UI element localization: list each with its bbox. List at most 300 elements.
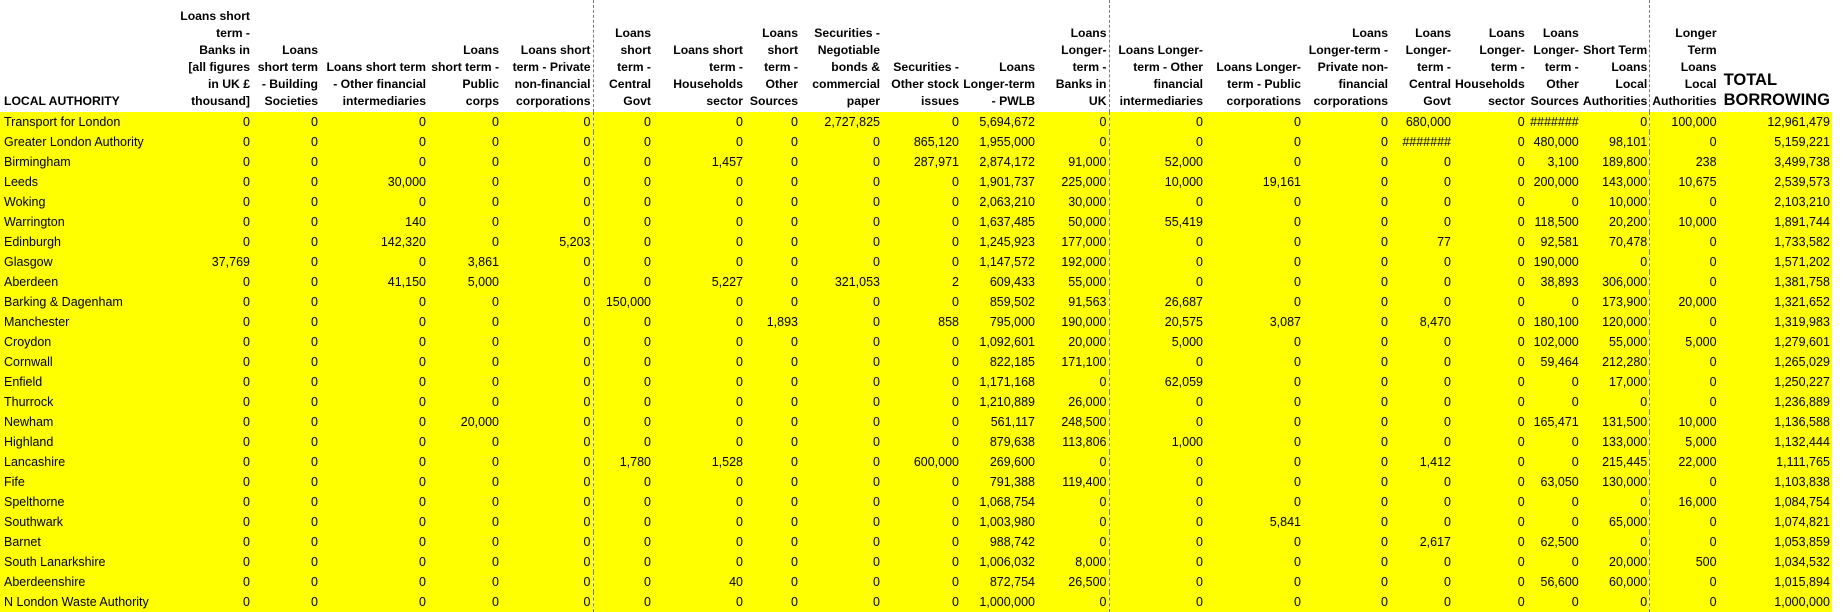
value-cell[interactable]: 0 [1527, 592, 1581, 612]
value-cell[interactable]: 0 [1109, 532, 1205, 552]
value-cell[interactable]: 30,000 [1037, 192, 1109, 212]
value-cell[interactable]: 0 [1205, 332, 1303, 352]
value-cell[interactable]: 8,000 [1037, 552, 1109, 572]
value-cell[interactable]: 212,280 [1581, 352, 1650, 372]
value-cell[interactable]: 0 [1205, 532, 1303, 552]
value-cell[interactable]: 20,000 [428, 412, 501, 432]
value-cell[interactable]: 19,161 [1205, 172, 1303, 192]
value-cell[interactable]: 0 [1109, 132, 1205, 152]
value-cell[interactable]: 40 [653, 572, 745, 592]
value-cell[interactable]: 0 [428, 112, 501, 132]
value-cell[interactable]: 0 [1527, 512, 1581, 532]
value-cell[interactable]: 0 [882, 492, 961, 512]
value-cell[interactable]: 287,971 [882, 152, 961, 172]
value-cell[interactable]: 0 [1109, 352, 1205, 372]
value-cell[interactable]: 77 [1390, 232, 1453, 252]
column-header[interactable]: Loans Longer-term - Other Sources [1527, 0, 1581, 112]
value-cell[interactable]: 822,185 [961, 352, 1037, 372]
value-cell[interactable]: 0 [653, 292, 745, 312]
value-cell[interactable]: 0 [1390, 392, 1453, 412]
value-cell[interactable]: 0 [252, 412, 320, 432]
value-cell[interactable]: 0 [252, 112, 320, 132]
value-cell[interactable]: 0 [882, 552, 961, 572]
value-cell[interactable]: 0 [745, 492, 800, 512]
value-cell[interactable]: 0 [1303, 252, 1390, 272]
value-cell[interactable]: 10,000 [1581, 192, 1650, 212]
value-cell[interactable]: 20,000 [1650, 292, 1719, 312]
value-cell[interactable]: 0 [501, 472, 593, 492]
value-cell[interactable]: 0 [1303, 392, 1390, 412]
value-cell[interactable]: 791,388 [961, 472, 1037, 492]
value-cell[interactable]: 38,893 [1527, 272, 1581, 292]
value-cell[interactable]: 0 [1109, 472, 1205, 492]
total-borrowing-cell[interactable]: 1,265,029 [1719, 352, 1832, 372]
value-cell[interactable]: 0 [428, 192, 501, 212]
value-cell[interactable]: 0 [653, 432, 745, 452]
value-cell[interactable]: 0 [800, 352, 882, 372]
value-cell[interactable]: 0 [501, 412, 593, 432]
value-cell[interactable]: 0 [1453, 112, 1527, 132]
column-header[interactable]: Securities - Negotiable bonds & commercial paper [800, 0, 882, 112]
value-cell[interactable]: 0 [1205, 392, 1303, 412]
value-cell[interactable]: 0 [1205, 292, 1303, 312]
value-cell[interactable]: 0 [745, 272, 800, 292]
value-cell[interactable]: 0 [252, 432, 320, 452]
value-cell[interactable]: 0 [320, 492, 428, 512]
value-cell[interactable]: 143,000 [1581, 172, 1650, 192]
total-borrowing-cell[interactable]: 1,015,894 [1719, 572, 1832, 592]
value-cell[interactable]: 0 [653, 392, 745, 412]
value-cell[interactable]: 0 [177, 272, 252, 292]
value-cell[interactable]: 0 [252, 132, 320, 152]
column-header[interactable]: Longer Term Loans Local Authorities [1650, 0, 1719, 112]
value-cell[interactable]: 0 [320, 392, 428, 412]
value-cell[interactable]: 0 [745, 172, 800, 192]
column-header[interactable]: Loans short term - Building Societies [252, 0, 320, 112]
value-cell[interactable]: 0 [1390, 432, 1453, 452]
local-authority-name-cell[interactable]: South Lanarkshire [0, 552, 177, 572]
value-cell[interactable]: 0 [593, 392, 653, 412]
total-borrowing-cell[interactable]: 1,381,758 [1719, 272, 1832, 292]
value-cell[interactable]: 0 [800, 152, 882, 172]
value-cell[interactable]: 0 [428, 332, 501, 352]
total-borrowing-cell[interactable]: 1,132,444 [1719, 432, 1832, 452]
value-cell[interactable]: 0 [882, 332, 961, 352]
value-cell[interactable]: 600,000 [882, 452, 961, 472]
value-cell[interactable]: 0 [593, 432, 653, 452]
value-cell[interactable]: 120,000 [1581, 312, 1650, 332]
value-cell[interactable]: 0 [800, 432, 882, 452]
value-cell[interactable]: 131,500 [1581, 412, 1650, 432]
value-cell[interactable]: 0 [593, 492, 653, 512]
value-cell[interactable]: 609,433 [961, 272, 1037, 292]
value-cell[interactable]: 30,000 [320, 172, 428, 192]
value-cell[interactable]: 0 [1303, 472, 1390, 492]
value-cell[interactable]: 0 [882, 392, 961, 412]
value-cell[interactable]: 56,600 [1527, 572, 1581, 592]
value-cell[interactable]: 0 [593, 192, 653, 212]
value-cell[interactable]: 0 [1453, 352, 1527, 372]
value-cell[interactable]: 0 [653, 372, 745, 392]
value-cell[interactable]: 0 [320, 512, 428, 532]
value-cell[interactable]: 0 [1109, 192, 1205, 212]
value-cell[interactable]: 0 [653, 212, 745, 232]
value-cell[interactable]: 0 [745, 572, 800, 592]
value-cell[interactable]: 65,000 [1581, 512, 1650, 532]
value-cell[interactable]: 173,900 [1581, 292, 1650, 312]
value-cell[interactable]: 0 [501, 512, 593, 532]
value-cell[interactable]: 0 [593, 412, 653, 432]
total-borrowing-cell[interactable]: 1,053,859 [1719, 532, 1832, 552]
value-cell[interactable]: 0 [320, 252, 428, 272]
value-cell[interactable]: 0 [1650, 392, 1719, 412]
value-cell[interactable]: 0 [1205, 592, 1303, 612]
value-cell[interactable]: 190,000 [1527, 252, 1581, 272]
value-cell[interactable]: 0 [593, 552, 653, 572]
value-cell[interactable]: 0 [1390, 332, 1453, 352]
value-cell[interactable]: 0 [1453, 252, 1527, 272]
value-cell[interactable]: 133,000 [1581, 432, 1650, 452]
value-cell[interactable]: 0 [882, 112, 961, 132]
value-cell[interactable]: 26,687 [1109, 292, 1205, 312]
value-cell[interactable]: 0 [593, 472, 653, 492]
value-cell[interactable]: 0 [1581, 592, 1650, 612]
value-cell[interactable]: 8,470 [1390, 312, 1453, 332]
value-cell[interactable]: 0 [1109, 392, 1205, 412]
value-cell[interactable]: 0 [1303, 352, 1390, 372]
value-cell[interactable]: 0 [1650, 132, 1719, 152]
value-cell[interactable]: 0 [501, 312, 593, 332]
value-cell[interactable]: 0 [653, 492, 745, 512]
value-cell[interactable]: 0 [1303, 412, 1390, 432]
value-cell[interactable]: 0 [800, 572, 882, 592]
value-cell[interactable]: 225,000 [1037, 172, 1109, 192]
value-cell[interactable]: 0 [177, 112, 252, 132]
value-cell[interactable]: 0 [593, 112, 653, 132]
value-cell[interactable]: 0 [177, 572, 252, 592]
value-cell[interactable]: 0 [1109, 112, 1205, 132]
value-cell[interactable]: 0 [320, 432, 428, 452]
value-cell[interactable]: 0 [800, 592, 882, 612]
value-cell[interactable]: 0 [1581, 492, 1650, 512]
value-cell[interactable]: 0 [882, 172, 961, 192]
value-cell[interactable]: 0 [252, 332, 320, 352]
value-cell[interactable]: 0 [1453, 552, 1527, 572]
value-cell[interactable]: 0 [177, 432, 252, 452]
value-cell[interactable]: 0 [1037, 592, 1109, 612]
value-cell[interactable]: 0 [1650, 532, 1719, 552]
value-cell[interactable]: 0 [1453, 532, 1527, 552]
value-cell[interactable]: 0 [1390, 272, 1453, 292]
value-cell[interactable]: 1,147,572 [961, 252, 1037, 272]
value-cell[interactable]: 130,000 [1581, 472, 1650, 492]
value-cell[interactable]: 0 [1037, 532, 1109, 552]
value-cell[interactable]: 0 [320, 552, 428, 572]
value-cell[interactable]: 55,000 [1581, 332, 1650, 352]
value-cell[interactable]: 0 [501, 212, 593, 232]
column-header-total-borrowing[interactable]: TOTAL BORROWING [1719, 0, 1832, 112]
value-cell[interactable]: 0 [428, 512, 501, 532]
value-cell[interactable]: 0 [882, 412, 961, 432]
value-cell[interactable]: 0 [252, 252, 320, 272]
value-cell[interactable]: 2,727,825 [800, 112, 882, 132]
value-cell[interactable]: 189,800 [1581, 152, 1650, 172]
local-authority-name-cell[interactable]: Highland [0, 432, 177, 452]
value-cell[interactable]: 20,000 [1581, 552, 1650, 572]
value-cell[interactable]: 0 [1303, 272, 1390, 292]
value-cell[interactable]: 0 [1390, 592, 1453, 612]
value-cell[interactable]: 0 [1303, 532, 1390, 552]
value-cell[interactable]: 248,500 [1037, 412, 1109, 432]
value-cell[interactable]: 5,000 [1650, 432, 1719, 452]
value-cell[interactable]: 0 [252, 392, 320, 412]
value-cell[interactable]: 113,806 [1037, 432, 1109, 452]
value-cell[interactable]: 0 [653, 332, 745, 352]
value-cell[interactable]: 0 [745, 352, 800, 372]
local-authority-name-cell[interactable]: N London Waste Authority [0, 592, 177, 612]
value-cell[interactable]: 0 [252, 532, 320, 552]
value-cell[interactable]: 0 [800, 192, 882, 212]
value-cell[interactable]: 0 [177, 492, 252, 512]
value-cell[interactable]: 0 [428, 212, 501, 232]
total-borrowing-cell[interactable]: 1,250,227 [1719, 372, 1832, 392]
value-cell[interactable]: 0 [1453, 232, 1527, 252]
value-cell[interactable]: 1,000,000 [961, 592, 1037, 612]
value-cell[interactable]: 0 [1650, 192, 1719, 212]
value-cell[interactable]: 0 [320, 312, 428, 332]
value-cell[interactable]: 269,600 [961, 452, 1037, 472]
value-cell[interactable]: 0 [882, 432, 961, 452]
value-cell[interactable]: 795,000 [961, 312, 1037, 332]
value-cell[interactable]: 0 [653, 252, 745, 272]
value-cell[interactable]: 988,742 [961, 532, 1037, 552]
value-cell[interactable]: 17,000 [1581, 372, 1650, 392]
value-cell[interactable]: 0 [501, 532, 593, 552]
value-cell[interactable]: 0 [1650, 312, 1719, 332]
column-header[interactable]: Loans short term - Public corps [428, 0, 501, 112]
value-cell[interactable]: 0 [177, 212, 252, 232]
total-borrowing-cell[interactable]: 1,034,532 [1719, 552, 1832, 572]
value-cell[interactable]: 0 [177, 232, 252, 252]
value-cell[interactable]: 0 [1527, 452, 1581, 472]
column-header[interactable]: Loans Longer-term - Public corporations [1205, 0, 1303, 112]
value-cell[interactable]: 0 [252, 152, 320, 172]
value-cell[interactable]: 0 [1303, 432, 1390, 452]
local-authority-name-cell[interactable]: Croydon [0, 332, 177, 352]
value-cell[interactable]: 0 [882, 592, 961, 612]
total-borrowing-cell[interactable]: 1,084,754 [1719, 492, 1832, 512]
value-cell[interactable]: 26,000 [1037, 392, 1109, 412]
value-cell[interactable]: 0 [177, 452, 252, 472]
value-cell[interactable]: 0 [1205, 492, 1303, 512]
value-cell[interactable]: 0 [1453, 392, 1527, 412]
value-cell[interactable]: 0 [177, 392, 252, 412]
value-cell[interactable]: 0 [501, 332, 593, 352]
value-cell[interactable]: 0 [501, 452, 593, 472]
value-cell[interactable]: 0 [1650, 372, 1719, 392]
value-cell[interactable]: 0 [501, 552, 593, 572]
value-cell[interactable]: 0 [745, 412, 800, 432]
value-cell[interactable]: 0 [177, 152, 252, 172]
value-cell[interactable]: 0 [745, 512, 800, 532]
value-cell[interactable]: 62,059 [1109, 372, 1205, 392]
value-cell[interactable]: 0 [745, 112, 800, 132]
value-cell[interactable]: 0 [177, 172, 252, 192]
total-borrowing-cell[interactable]: 1,236,889 [1719, 392, 1832, 412]
value-cell[interactable]: 0 [1205, 252, 1303, 272]
local-authority-name-cell[interactable]: Newham [0, 412, 177, 432]
value-cell[interactable]: 0 [1390, 552, 1453, 572]
value-cell[interactable]: 0 [428, 312, 501, 332]
value-cell[interactable]: 0 [320, 532, 428, 552]
value-cell[interactable]: 0 [252, 592, 320, 612]
value-cell[interactable]: 0 [1303, 212, 1390, 232]
value-cell[interactable]: 561,117 [961, 412, 1037, 432]
value-cell[interactable]: 1,457 [653, 152, 745, 172]
value-cell[interactable]: 0 [1390, 252, 1453, 272]
column-header[interactable]: Loans Longer-term - Banks in UK [1037, 0, 1109, 112]
value-cell[interactable]: 0 [800, 132, 882, 152]
value-cell[interactable]: 0 [320, 332, 428, 352]
value-cell[interactable]: 3,087 [1205, 312, 1303, 332]
value-cell[interactable]: 0 [800, 172, 882, 192]
total-borrowing-cell[interactable]: 3,499,738 [1719, 152, 1832, 172]
value-cell[interactable]: 0 [177, 192, 252, 212]
value-cell[interactable]: 0 [1037, 492, 1109, 512]
value-cell[interactable]: 0 [177, 332, 252, 352]
value-cell[interactable]: 150,000 [593, 292, 653, 312]
value-cell[interactable]: 0 [252, 492, 320, 512]
value-cell[interactable]: 0 [1650, 252, 1719, 272]
value-cell[interactable]: 1,412 [1390, 452, 1453, 472]
value-cell[interactable]: 0 [1205, 152, 1303, 172]
value-cell[interactable]: 118,500 [1527, 212, 1581, 232]
value-cell[interactable]: 0 [177, 312, 252, 332]
value-cell[interactable]: 0 [593, 592, 653, 612]
value-cell[interactable]: 0 [1205, 472, 1303, 492]
value-cell[interactable]: 0 [428, 432, 501, 452]
value-cell[interactable]: 0 [1453, 452, 1527, 472]
value-cell[interactable]: 91,563 [1037, 292, 1109, 312]
local-authority-name-cell[interactable]: Greater London Authority [0, 132, 177, 152]
value-cell[interactable]: 10,000 [1650, 212, 1719, 232]
local-authority-name-cell[interactable]: Southwark [0, 512, 177, 532]
local-authority-name-cell[interactable]: Manchester [0, 312, 177, 332]
value-cell[interactable]: 2,063,210 [961, 192, 1037, 212]
value-cell[interactable]: 55,419 [1109, 212, 1205, 232]
value-cell[interactable]: 0 [1205, 352, 1303, 372]
value-cell[interactable]: 0 [1303, 492, 1390, 512]
value-cell[interactable]: 0 [1453, 212, 1527, 232]
value-cell[interactable]: 119,400 [1037, 472, 1109, 492]
value-cell[interactable]: 0 [501, 132, 593, 152]
value-cell[interactable]: 0 [1453, 292, 1527, 312]
value-cell[interactable]: 0 [252, 292, 320, 312]
value-cell[interactable]: 0 [177, 352, 252, 372]
value-cell[interactable]: 171,100 [1037, 352, 1109, 372]
value-cell[interactable]: 0 [1453, 372, 1527, 392]
value-cell[interactable]: 0 [1581, 252, 1650, 272]
value-cell[interactable]: 0 [1205, 552, 1303, 572]
value-cell[interactable]: 0 [800, 472, 882, 492]
local-authority-name-cell[interactable]: Woking [0, 192, 177, 212]
value-cell[interactable]: 0 [252, 232, 320, 252]
value-cell[interactable]: 0 [1650, 232, 1719, 252]
value-cell[interactable]: 2,617 [1390, 532, 1453, 552]
value-cell[interactable]: 0 [428, 592, 501, 612]
value-cell[interactable]: 0 [501, 432, 593, 452]
value-cell[interactable]: 0 [1453, 512, 1527, 532]
column-header[interactable]: Short Term Loans Local Authorities [1581, 0, 1650, 112]
value-cell[interactable]: 10,000 [1650, 412, 1719, 432]
value-cell[interactable]: 91,000 [1037, 152, 1109, 172]
value-cell[interactable]: 0 [501, 272, 593, 292]
value-cell[interactable]: 0 [653, 192, 745, 212]
value-cell[interactable]: 3,861 [428, 252, 501, 272]
value-cell[interactable]: 0 [882, 372, 961, 392]
value-cell[interactable]: 0 [428, 292, 501, 312]
value-cell[interactable]: 0 [501, 592, 593, 612]
total-borrowing-cell[interactable]: 1,733,582 [1719, 232, 1832, 252]
value-cell[interactable]: 0 [1527, 372, 1581, 392]
value-cell[interactable]: 1,171,168 [961, 372, 1037, 392]
value-cell[interactable]: 0 [1453, 572, 1527, 592]
column-header[interactable]: Loans Longer-term - PWLB [961, 0, 1037, 112]
value-cell[interactable]: 0 [1109, 512, 1205, 532]
value-cell[interactable]: 1,210,889 [961, 392, 1037, 412]
value-cell[interactable]: 0 [1453, 192, 1527, 212]
value-cell[interactable]: 0 [1303, 172, 1390, 192]
value-cell[interactable]: 0 [800, 412, 882, 432]
value-cell[interactable]: 0 [428, 572, 501, 592]
value-cell[interactable]: 0 [1527, 392, 1581, 412]
value-cell[interactable]: 0 [1037, 112, 1109, 132]
value-cell[interactable]: 5,841 [1205, 512, 1303, 532]
value-cell[interactable]: 0 [252, 172, 320, 192]
local-authority-name-cell[interactable]: Aberdeenshire [0, 572, 177, 592]
total-borrowing-cell[interactable]: 5,159,221 [1719, 132, 1832, 152]
value-cell[interactable]: 0 [177, 532, 252, 552]
value-cell[interactable]: 1,637,485 [961, 212, 1037, 232]
value-cell[interactable]: 0 [1037, 372, 1109, 392]
total-borrowing-cell[interactable]: 1,321,652 [1719, 292, 1832, 312]
value-cell[interactable]: 0 [593, 132, 653, 152]
value-cell[interactable]: 0 [800, 512, 882, 532]
value-cell[interactable]: 0 [1037, 512, 1109, 532]
value-cell[interactable]: 0 [1390, 152, 1453, 172]
value-cell[interactable]: 0 [320, 472, 428, 492]
local-authority-name-cell[interactable]: Birmingham [0, 152, 177, 172]
value-cell[interactable]: 0 [428, 492, 501, 512]
value-cell[interactable]: 0 [501, 152, 593, 172]
value-cell[interactable]: 0 [745, 252, 800, 272]
value-cell[interactable]: 0 [800, 552, 882, 572]
value-cell[interactable]: 215,445 [1581, 452, 1650, 472]
value-cell[interactable]: 0 [1205, 132, 1303, 152]
value-cell[interactable]: 0 [177, 472, 252, 492]
local-authority-name-cell[interactable]: Spelthorne [0, 492, 177, 512]
value-cell[interactable]: 0 [177, 412, 252, 432]
local-authority-name-cell[interactable]: Barking & Dagenham [0, 292, 177, 312]
value-cell[interactable]: 0 [1527, 492, 1581, 512]
total-borrowing-cell[interactable]: 12,961,479 [1719, 112, 1832, 132]
column-header[interactable]: Loans Longer-term - Other financial intermediaries [1109, 0, 1205, 112]
total-borrowing-cell[interactable]: 1,074,821 [1719, 512, 1832, 532]
value-cell[interactable]: 0 [320, 412, 428, 432]
value-cell[interactable]: 0 [593, 152, 653, 172]
value-cell[interactable]: 0 [1527, 432, 1581, 452]
value-cell[interactable]: 0 [593, 212, 653, 232]
